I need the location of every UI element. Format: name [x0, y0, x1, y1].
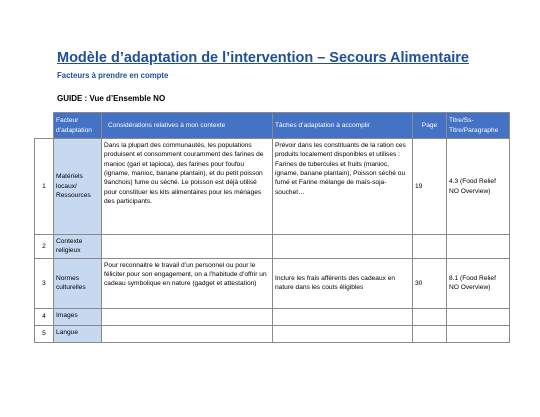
row-factor: Normes culturelles	[54, 258, 102, 308]
row-factor: Images	[54, 308, 102, 325]
row-section	[447, 308, 510, 325]
adaptation-table	[34, 112, 510, 343]
header-considerations: Considérations relatives à mon contexte	[102, 113, 273, 139]
row-tasks	[273, 235, 413, 259]
row-considerations: Dans la plupart des communautés, les populations produisent et consomment couramment des farines de manioc (gari et tapioca), des farines pour foufou (igname, manioc, banane plantain), et du petit poisson 9anchois) fume ou séché. Le poisson est déjà utilisé pour constituer les kits alimentaires pour les ménages des participants.	[102, 139, 273, 235]
row-page	[413, 325, 447, 342]
row-tasks	[273, 325, 413, 342]
header-section: Titre/Ss-Titre/Paragraphe	[447, 113, 510, 139]
row-tasks: Prévoir dans les constituants de la ration ces produits localement disponibles et utilises : Farines de tubercules et fruits (manioc, igname, banane plantain), Poisson séché ou fumé et Farine mélange de maïs-soja-souchet…	[273, 139, 413, 235]
row-page: 30	[413, 258, 447, 308]
row-number: 3	[35, 258, 54, 308]
row-considerations	[102, 235, 273, 259]
document-subtitle: Facteurs à prendre en compte	[57, 71, 169, 80]
document-title: Modèle d’adaptation de l’intervention – Secours Alimentaire	[57, 50, 469, 66]
table-row	[35, 235, 510, 259]
row-page	[413, 235, 447, 259]
header-tasks: Tâches d’adaptation à accomplir	[273, 113, 413, 139]
row-number: 4	[35, 308, 54, 325]
table-row	[35, 325, 510, 342]
row-section: 4.3 (Food Relief NO Overview)	[447, 139, 510, 235]
row-page	[413, 308, 447, 325]
row-section	[447, 235, 510, 259]
header-factor: Facteur d’adaptation	[54, 113, 102, 139]
row-factor: Contexte religieux	[54, 235, 102, 259]
row-tasks	[273, 308, 413, 325]
row-number: 1	[35, 139, 54, 235]
row-considerations	[102, 325, 273, 342]
guide-label: GUIDE : Vue d’Ensemble NO	[57, 94, 166, 103]
row-factor: Matériels locaux/ Ressources	[54, 139, 102, 235]
table-row	[35, 258, 510, 308]
row-considerations: Pour reconnaitre le travail d’un personnel ou pour le féliciter pour son engagement, on a l’habitude d’offrir un cadeau symbolique en nature (gadget et attestation)	[102, 258, 273, 308]
row-page: 19	[413, 139, 447, 235]
row-tasks: Inclure les frais afférents des cadeaux en nature dans les couts éligibles	[273, 258, 413, 308]
row-number: 2	[35, 235, 54, 259]
table-header-row	[35, 113, 510, 139]
table-row	[35, 308, 510, 325]
row-section	[447, 325, 510, 342]
row-section: 8.1 (Food Relief NO Overview)	[447, 258, 510, 308]
header-num-cell	[35, 113, 54, 139]
row-considerations	[102, 308, 273, 325]
row-number: 5	[35, 325, 54, 342]
row-factor: Langue	[54, 325, 102, 342]
table-row	[35, 139, 510, 235]
header-page: Page	[413, 113, 447, 139]
